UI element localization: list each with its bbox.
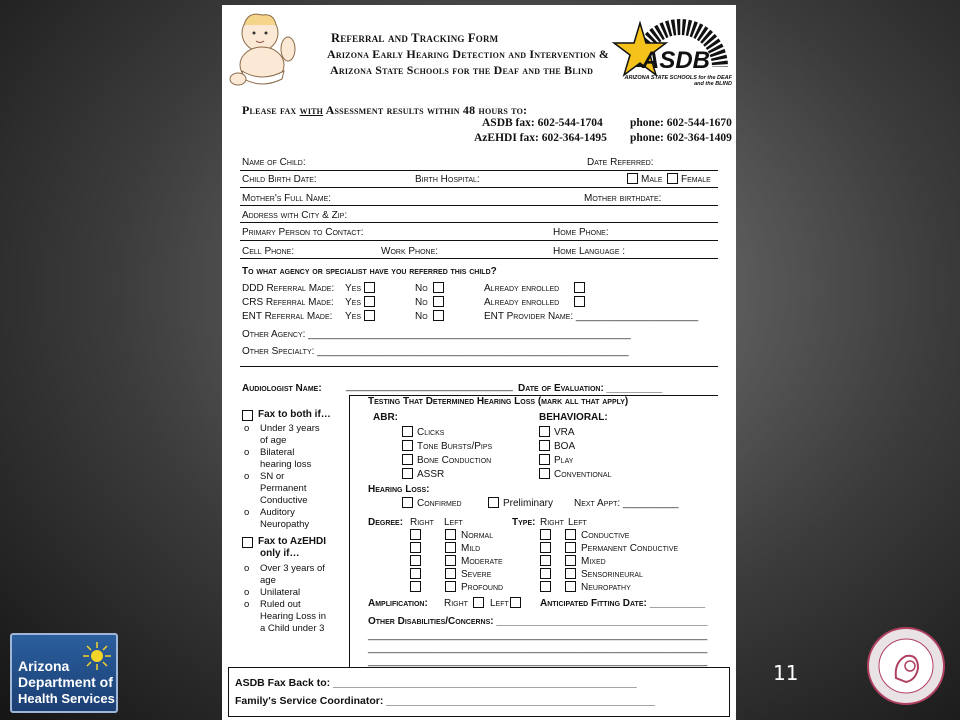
asdb-phone: phone: 602-544-1670 <box>630 117 732 129</box>
degree-mild-left-checkbox[interactable] <box>445 542 456 553</box>
referral-form <box>222 5 736 720</box>
list-item: of age <box>260 435 287 446</box>
work-phone-label: Work Phone: <box>381 246 439 257</box>
list-item: Over 3 years of <box>260 563 325 574</box>
abr-assr-label: ASSR <box>417 469 445 480</box>
bullet: o <box>244 563 250 574</box>
ent-yes-checkbox[interactable] <box>364 310 375 321</box>
degree-moderate-left-checkbox[interactable] <box>445 555 456 566</box>
list-item: Under 3 years <box>260 423 320 434</box>
audiologist-name-blank: ______________________________ <box>346 381 513 392</box>
type-sensorineural-label: Sensorineural <box>581 569 643 580</box>
degree-moderate-label: Moderate <box>461 556 503 567</box>
list-item: age <box>260 575 276 586</box>
female-label: Female <box>681 174 711 185</box>
divider <box>240 187 718 188</box>
fax-azehdi-label: Fax to AzEHDI <box>258 536 326 547</box>
anticipated-fitting-label: Anticipated Fitting Date: __________ <box>540 598 706 609</box>
degree-normal-right-checkbox[interactable] <box>410 529 421 540</box>
crs-referral-label: CRS Referral Made: <box>242 297 334 308</box>
type-mixed-left-checkbox[interactable] <box>565 555 576 566</box>
divider <box>240 170 718 171</box>
fax-both-label: Fax to both if… <box>258 409 331 420</box>
degree-title: Degree: <box>368 517 404 528</box>
date-of-evaluation-label: Date of Evaluation: __________ <box>518 383 663 394</box>
asdb-fax: ASDB fax: 602-544-1704 <box>482 117 603 129</box>
owch-seal <box>866 626 946 706</box>
ddd-yes-label: Yes <box>345 283 362 294</box>
degree-normal-label: Normal <box>461 530 494 541</box>
degree-moderate-right-checkbox[interactable] <box>410 555 421 566</box>
type-sensorineural-left-checkbox[interactable] <box>565 568 576 579</box>
degree-severe-label: Severe <box>461 569 492 580</box>
divider <box>240 258 718 259</box>
asdb-logo-subtext: ARIZONA STATE SCHOOLS for the DEAF and the BLIND <box>624 75 732 87</box>
bullet: o <box>244 599 250 610</box>
type-permanent-conductive-right-checkbox[interactable] <box>540 542 551 553</box>
degree-left-label: Left <box>444 517 463 528</box>
behavioral-play-label: Play <box>554 455 574 466</box>
abr-clicks-checkbox[interactable] <box>402 426 413 437</box>
abr-bone-conduction-checkbox[interactable] <box>402 454 413 465</box>
birth-hospital-label: Birth Hospital: <box>415 174 480 185</box>
other-disabilities-label: Other Disabilities/Concerns: ______________________________________ <box>368 616 708 627</box>
female-checkbox[interactable] <box>667 173 678 184</box>
male-checkbox[interactable] <box>627 173 638 184</box>
other-disabilities-blank: _____________________________________________________________ <box>368 630 708 641</box>
confirmed-label: Confirmed <box>417 498 462 509</box>
type-sensorineural-right-checkbox[interactable] <box>540 568 551 579</box>
hearing-loss-title: Hearing Loss: <box>368 484 430 495</box>
abr-title: ABR: <box>373 412 398 423</box>
crs-yes-checkbox[interactable] <box>364 296 375 307</box>
ent-no-label: No <box>415 311 428 322</box>
type-permanent-conductive-label: Permanent Conductive <box>581 543 679 554</box>
form-title-line1: Referral and Tracking Form <box>331 31 499 45</box>
fax-azehdi-label-2: only if… <box>260 548 300 559</box>
ent-no-checkbox[interactable] <box>433 310 444 321</box>
amplification-right-label: Right <box>444 598 468 609</box>
type-left-label: Left <box>568 517 587 528</box>
ddd-enrolled-label: Already enrolled <box>484 283 560 294</box>
list-item: Permanent <box>260 483 307 494</box>
other-disabilities-blank: _____________________________________________________________ <box>368 643 708 654</box>
ddd-yes-checkbox[interactable] <box>364 282 375 293</box>
abr-clicks-label: Clicks <box>417 427 445 438</box>
address-label: Address with City & Zip: <box>242 210 348 221</box>
ddd-enrolled-checkbox[interactable] <box>574 282 585 293</box>
amplification-title: Amplification: <box>368 598 428 609</box>
divider <box>240 222 718 223</box>
bullet: o <box>244 447 250 458</box>
degree-normal-left-checkbox[interactable] <box>445 529 456 540</box>
divider <box>240 205 718 206</box>
ddd-no-label: No <box>415 283 428 294</box>
page-number: 11 <box>773 661 799 685</box>
crs-no-checkbox[interactable] <box>433 296 444 307</box>
list-item: Unilateral <box>260 587 301 598</box>
other-agency-label: Other Agency: __________________________________________________________ <box>242 329 631 340</box>
ddd-no-checkbox[interactable] <box>433 282 444 293</box>
crs-no-label: No <box>415 297 428 308</box>
degree-severe-left-checkbox[interactable] <box>445 568 456 579</box>
bullet: o <box>244 423 250 434</box>
home-language-label: Home Language : <box>553 246 626 257</box>
list-item: Neuropathy <box>260 519 310 530</box>
list-item: Auditory <box>260 507 295 518</box>
list-item: SN or <box>260 471 285 482</box>
preliminary-checkbox[interactable] <box>488 497 499 508</box>
ddd-referral-label: DDD Referral Made: <box>242 283 335 294</box>
home-phone-label: Home Phone: <box>553 227 609 238</box>
adhs-logo <box>10 633 118 713</box>
behavioral-conventional-checkbox[interactable] <box>539 468 550 479</box>
cell-phone-label: Cell Phone: <box>242 246 295 257</box>
column-separator <box>349 395 350 670</box>
baby-illustration-icon <box>228 9 304 91</box>
bullet: o <box>244 587 250 598</box>
bullet: o <box>244 507 250 518</box>
fax-back-box <box>228 667 730 717</box>
child-birth-date-label: Child Birth Date: <box>242 174 317 185</box>
mother-birthdate-label: Mother birthdate: <box>584 193 662 204</box>
type-neuropathy-right-checkbox[interactable] <box>540 581 551 592</box>
date-referred-label: Date Referred: <box>587 157 654 168</box>
abr-bone-conduction-label: Bone Conduction <box>417 455 492 466</box>
amplification-right-checkbox[interactable] <box>473 597 484 608</box>
ent-yes-label: Yes <box>345 311 362 322</box>
sun-icon <box>82 641 112 671</box>
testing-title: Testing That Determined Hearing Loss (mark all that apply) <box>368 396 629 407</box>
crs-enrolled-checkbox[interactable] <box>574 296 585 307</box>
abr-assr-checkbox[interactable] <box>402 468 413 479</box>
adhs-line2: Department of <box>18 674 113 690</box>
type-neuropathy-label: Neuropathy <box>581 582 631 593</box>
amplification-left-label: Left <box>490 598 509 609</box>
type-mixed-label: Mixed <box>581 556 606 567</box>
degree-profound-right-checkbox[interactable] <box>410 581 421 592</box>
next-appt-label: Next Appt: __________ <box>574 498 679 509</box>
behavioral-vra-label: VRA <box>554 427 575 438</box>
list-item: Hearing Loss in <box>260 611 327 622</box>
mothers-full-name-label: Mother's Full Name: <box>242 193 332 204</box>
fax-instruction: Please fax with Assessment results within 48 hours to: <box>242 103 528 117</box>
confirmed-checkbox[interactable] <box>402 497 413 508</box>
list-item: Conductive <box>260 495 308 506</box>
type-title: Type: <box>512 517 536 528</box>
list-item: hearing loss <box>260 459 312 470</box>
crs-yes-label: Yes <box>345 297 362 308</box>
ent-provider-label: ENT Provider Name: ______________________ <box>484 311 699 322</box>
audiologist-name-label: Audiologist Name: <box>242 383 322 394</box>
referral-question: To what agency or specialist have you referred this child? <box>242 266 497 277</box>
fax-azehdi-checkbox[interactable] <box>242 537 253 548</box>
preliminary-label: Preliminary <box>503 498 554 509</box>
crs-enrolled-label: Already enrolled <box>484 297 560 308</box>
type-conductive-left-checkbox[interactable] <box>565 529 576 540</box>
type-conductive-label: Conductive <box>581 530 630 541</box>
asdb-fax-back-label: ASDB Fax Back to: ____________________________________________________ <box>235 677 637 689</box>
other-disabilities-blank: _____________________________________________________________ <box>368 656 708 667</box>
other-specialty-label: Other Specialty: ________________________________________________________ <box>242 346 629 357</box>
behavioral-boa-label: BOA <box>554 441 576 452</box>
list-item: a Child under 3 <box>260 623 325 634</box>
degree-mild-label: Mild <box>461 543 481 554</box>
list-item: Bilateral <box>260 447 295 458</box>
behavioral-vra-checkbox[interactable] <box>539 426 550 437</box>
amplification-left-checkbox[interactable] <box>510 597 521 608</box>
abr-tone-bursts-label: Tone Bursts/Pips <box>417 441 493 452</box>
divider <box>240 240 718 241</box>
degree-profound-left-checkbox[interactable] <box>445 581 456 592</box>
name-of-child-label: Name of Child: <box>242 157 306 168</box>
adhs-line1: Arizona <box>18 658 70 674</box>
degree-severe-right-checkbox[interactable] <box>410 568 421 579</box>
behavioral-conventional-label: Conventional <box>554 469 612 480</box>
type-mixed-right-checkbox[interactable] <box>540 555 551 566</box>
abr-tone-bursts-checkbox[interactable] <box>402 440 413 451</box>
asdb-logo-text: ASDB <box>642 47 711 74</box>
degree-profound-label: Profound <box>461 582 504 593</box>
type-permanent-conductive-left-checkbox[interactable] <box>565 542 576 553</box>
fax-both-checkbox[interactable] <box>242 410 253 421</box>
degree-right-label: Right <box>410 517 434 528</box>
adhs-line3: Health Services <box>18 691 115 706</box>
asdb-logo <box>610 17 732 89</box>
primary-person-label: Primary Person to Contact: <box>242 227 364 238</box>
type-right-label: Right <box>540 517 564 528</box>
type-neuropathy-left-checkbox[interactable] <box>565 581 576 592</box>
ent-referral-label: ENT Referral Made: <box>242 311 333 322</box>
divider <box>240 366 718 367</box>
behavioral-title: BEHAVIORAL: <box>539 412 608 423</box>
male-label: Male <box>641 174 663 185</box>
degree-mild-right-checkbox[interactable] <box>410 542 421 553</box>
list-item: Ruled out <box>260 599 301 610</box>
azehdi-fax: AzEHDI fax: 602-364-1495 <box>474 132 607 144</box>
bullet: o <box>244 471 250 482</box>
form-title-line3: Arizona State Schools for the Deaf and the Blind <box>330 63 594 77</box>
family-coordinator-label: Family's Service Coordinator: ______________________________________________ <box>235 695 655 707</box>
behavioral-boa-checkbox[interactable] <box>539 440 550 451</box>
azehdi-phone: phone: 602-364-1409 <box>630 132 732 144</box>
behavioral-play-checkbox[interactable] <box>539 454 550 465</box>
form-title-line2: Arizona Early Hearing Detection and Intervention & <box>327 47 610 61</box>
type-conductive-right-checkbox[interactable] <box>540 529 551 540</box>
